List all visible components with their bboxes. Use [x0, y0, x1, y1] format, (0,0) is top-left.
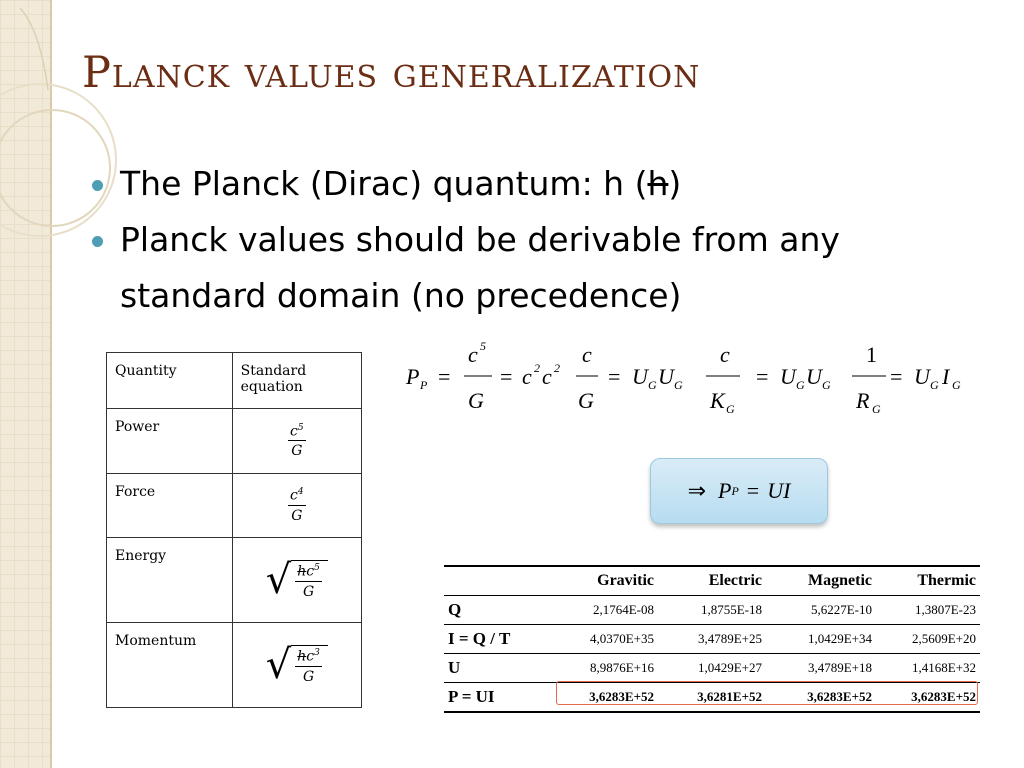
svg-text:U: U	[632, 364, 648, 389]
svg-text:G: G	[952, 378, 961, 392]
column-header: Thermic	[876, 566, 980, 596]
table-cell: 5,6227E-10	[810, 602, 872, 617]
table-cell: 3,6283E+52	[911, 689, 976, 704]
table-cell: 1,4168E+32	[911, 660, 976, 675]
table-header-row	[444, 566, 980, 596]
column-header: Magnetic	[766, 566, 876, 596]
bullet-item-quantum	[92, 156, 952, 212]
svg-text:=: =	[500, 364, 513, 389]
bullet-list	[92, 156, 952, 324]
svg-text:c: c	[720, 342, 730, 367]
svg-text:=: =	[608, 364, 621, 389]
svg-text:1: 1	[866, 342, 877, 367]
svg-text:P: P	[420, 378, 428, 392]
table-row	[444, 654, 980, 683]
svg-text:G: G	[648, 378, 657, 392]
svg-text:c: c	[582, 342, 592, 367]
table-cell: 2,1764E-08	[592, 602, 654, 617]
quantity-table	[106, 352, 362, 708]
table-cell: 1,0429E+27	[697, 660, 762, 675]
svg-text:I: I	[942, 364, 950, 389]
table-cell: 2,5609E+20	[911, 631, 976, 646]
quantity-name: Power	[107, 409, 233, 474]
svg-text:G: G	[468, 388, 484, 413]
svg-text:U: U	[806, 364, 822, 389]
callout-equals: =	[746, 478, 760, 503]
svg-text:R: R	[856, 388, 870, 413]
svg-text:U: U	[658, 364, 674, 389]
decorative-sidebar	[0, 0, 52, 768]
equation-cell	[232, 623, 361, 708]
quantity-name: Momentum	[107, 623, 233, 708]
svg-text:c: c	[522, 364, 532, 389]
implies-arrow: ⇒	[687, 478, 706, 503]
column-header: Gravitic	[554, 566, 658, 596]
quantity-name: Force	[107, 474, 233, 538]
table-row	[107, 623, 362, 708]
table-cell: 1,8755E-18	[700, 602, 762, 617]
bullet-icon	[92, 180, 103, 191]
row-label: I = Q / T	[448, 629, 511, 648]
equation-cell	[232, 538, 361, 623]
row-label: Q	[448, 600, 462, 619]
svg-text:P: P	[406, 364, 420, 389]
svg-text:G: G	[822, 378, 831, 392]
equation-cell	[232, 474, 361, 538]
svg-text:2: 2	[554, 361, 560, 375]
callout-lhs-sub: P	[731, 483, 739, 498]
result-highlight-box	[556, 681, 978, 705]
svg-text:G: G	[578, 388, 594, 413]
svg-text:5: 5	[480, 339, 486, 353]
table-cell: 3,6283E+52	[807, 689, 872, 704]
fraction: $\frac{hc^3}{G}$	[297, 648, 320, 685]
column-header: Electric	[658, 566, 766, 596]
table-cell: 4,0370E+35	[589, 631, 654, 646]
svg-text:G: G	[796, 378, 805, 392]
row-label: P = UI	[448, 687, 495, 706]
bullet-item-derivable	[92, 212, 952, 324]
table-row	[444, 596, 980, 625]
svg-text:=: =	[756, 364, 769, 389]
header-cell: Standard equation	[232, 353, 361, 409]
table-cell: 3,4789E+18	[807, 660, 872, 675]
slide-title: Planck values generalization	[82, 48, 701, 98]
table-cell: 3,6283E+52	[589, 689, 654, 704]
power-equation	[400, 336, 990, 420]
table-row	[107, 409, 362, 474]
table-row	[107, 474, 362, 538]
svg-text:=: =	[890, 364, 903, 389]
svg-text:U: U	[914, 364, 930, 389]
bullet-text-prefix: The Planck (Dirac) quantum: h (	[120, 164, 648, 203]
fraction: $\frac{c^4}{G}$	[290, 487, 304, 524]
header-cell-empty	[444, 566, 554, 596]
quantity-name: Energy	[107, 538, 233, 623]
square-root: √ $\frac{hc^5}{G}$	[266, 560, 328, 600]
square-root: √ $\frac{hc^3}{G}$	[266, 645, 328, 685]
svg-text:G: G	[872, 402, 881, 416]
table-cell: 8,9876E+16	[589, 660, 654, 675]
callout-rhs: UI	[767, 478, 791, 503]
svg-text:G: G	[674, 378, 683, 392]
header-cell: Quantity	[107, 353, 233, 409]
table-cell: 1,3807E-23	[914, 602, 976, 617]
svg-text:U: U	[780, 364, 796, 389]
table-header-row	[107, 353, 362, 409]
bullet-text-suffix: )	[668, 164, 682, 203]
svg-text:c: c	[542, 364, 552, 389]
table-cell: 1,0429E+34	[807, 631, 872, 646]
sidebar-edge	[50, 0, 52, 768]
svg-text:=: =	[438, 364, 451, 389]
svg-text:c: c	[468, 342, 478, 367]
result-callout	[650, 458, 828, 524]
row-label: U	[448, 658, 461, 677]
callout-lhs: P	[718, 478, 732, 503]
table-row	[107, 538, 362, 623]
equation-cell	[232, 409, 361, 474]
sidebar-grid-pattern	[0, 0, 52, 768]
hbar-symbol: h	[647, 164, 669, 203]
table-cell: 3,6281E+52	[697, 689, 762, 704]
fraction: $\frac{hc^5}{G}$	[297, 563, 320, 600]
table-cell: 3,4789E+25	[697, 631, 762, 646]
svg-text:2: 2	[534, 361, 540, 375]
fraction: $\frac{c^5}{G}$	[290, 422, 304, 460]
svg-text:G: G	[726, 402, 735, 416]
bullet-icon	[92, 236, 103, 247]
svg-text:K: K	[710, 388, 725, 413]
svg-text:G: G	[930, 378, 939, 392]
table-row	[444, 625, 980, 654]
bullet-text: Planck values should be derivable from any standard domain (no precedence)	[120, 220, 840, 315]
